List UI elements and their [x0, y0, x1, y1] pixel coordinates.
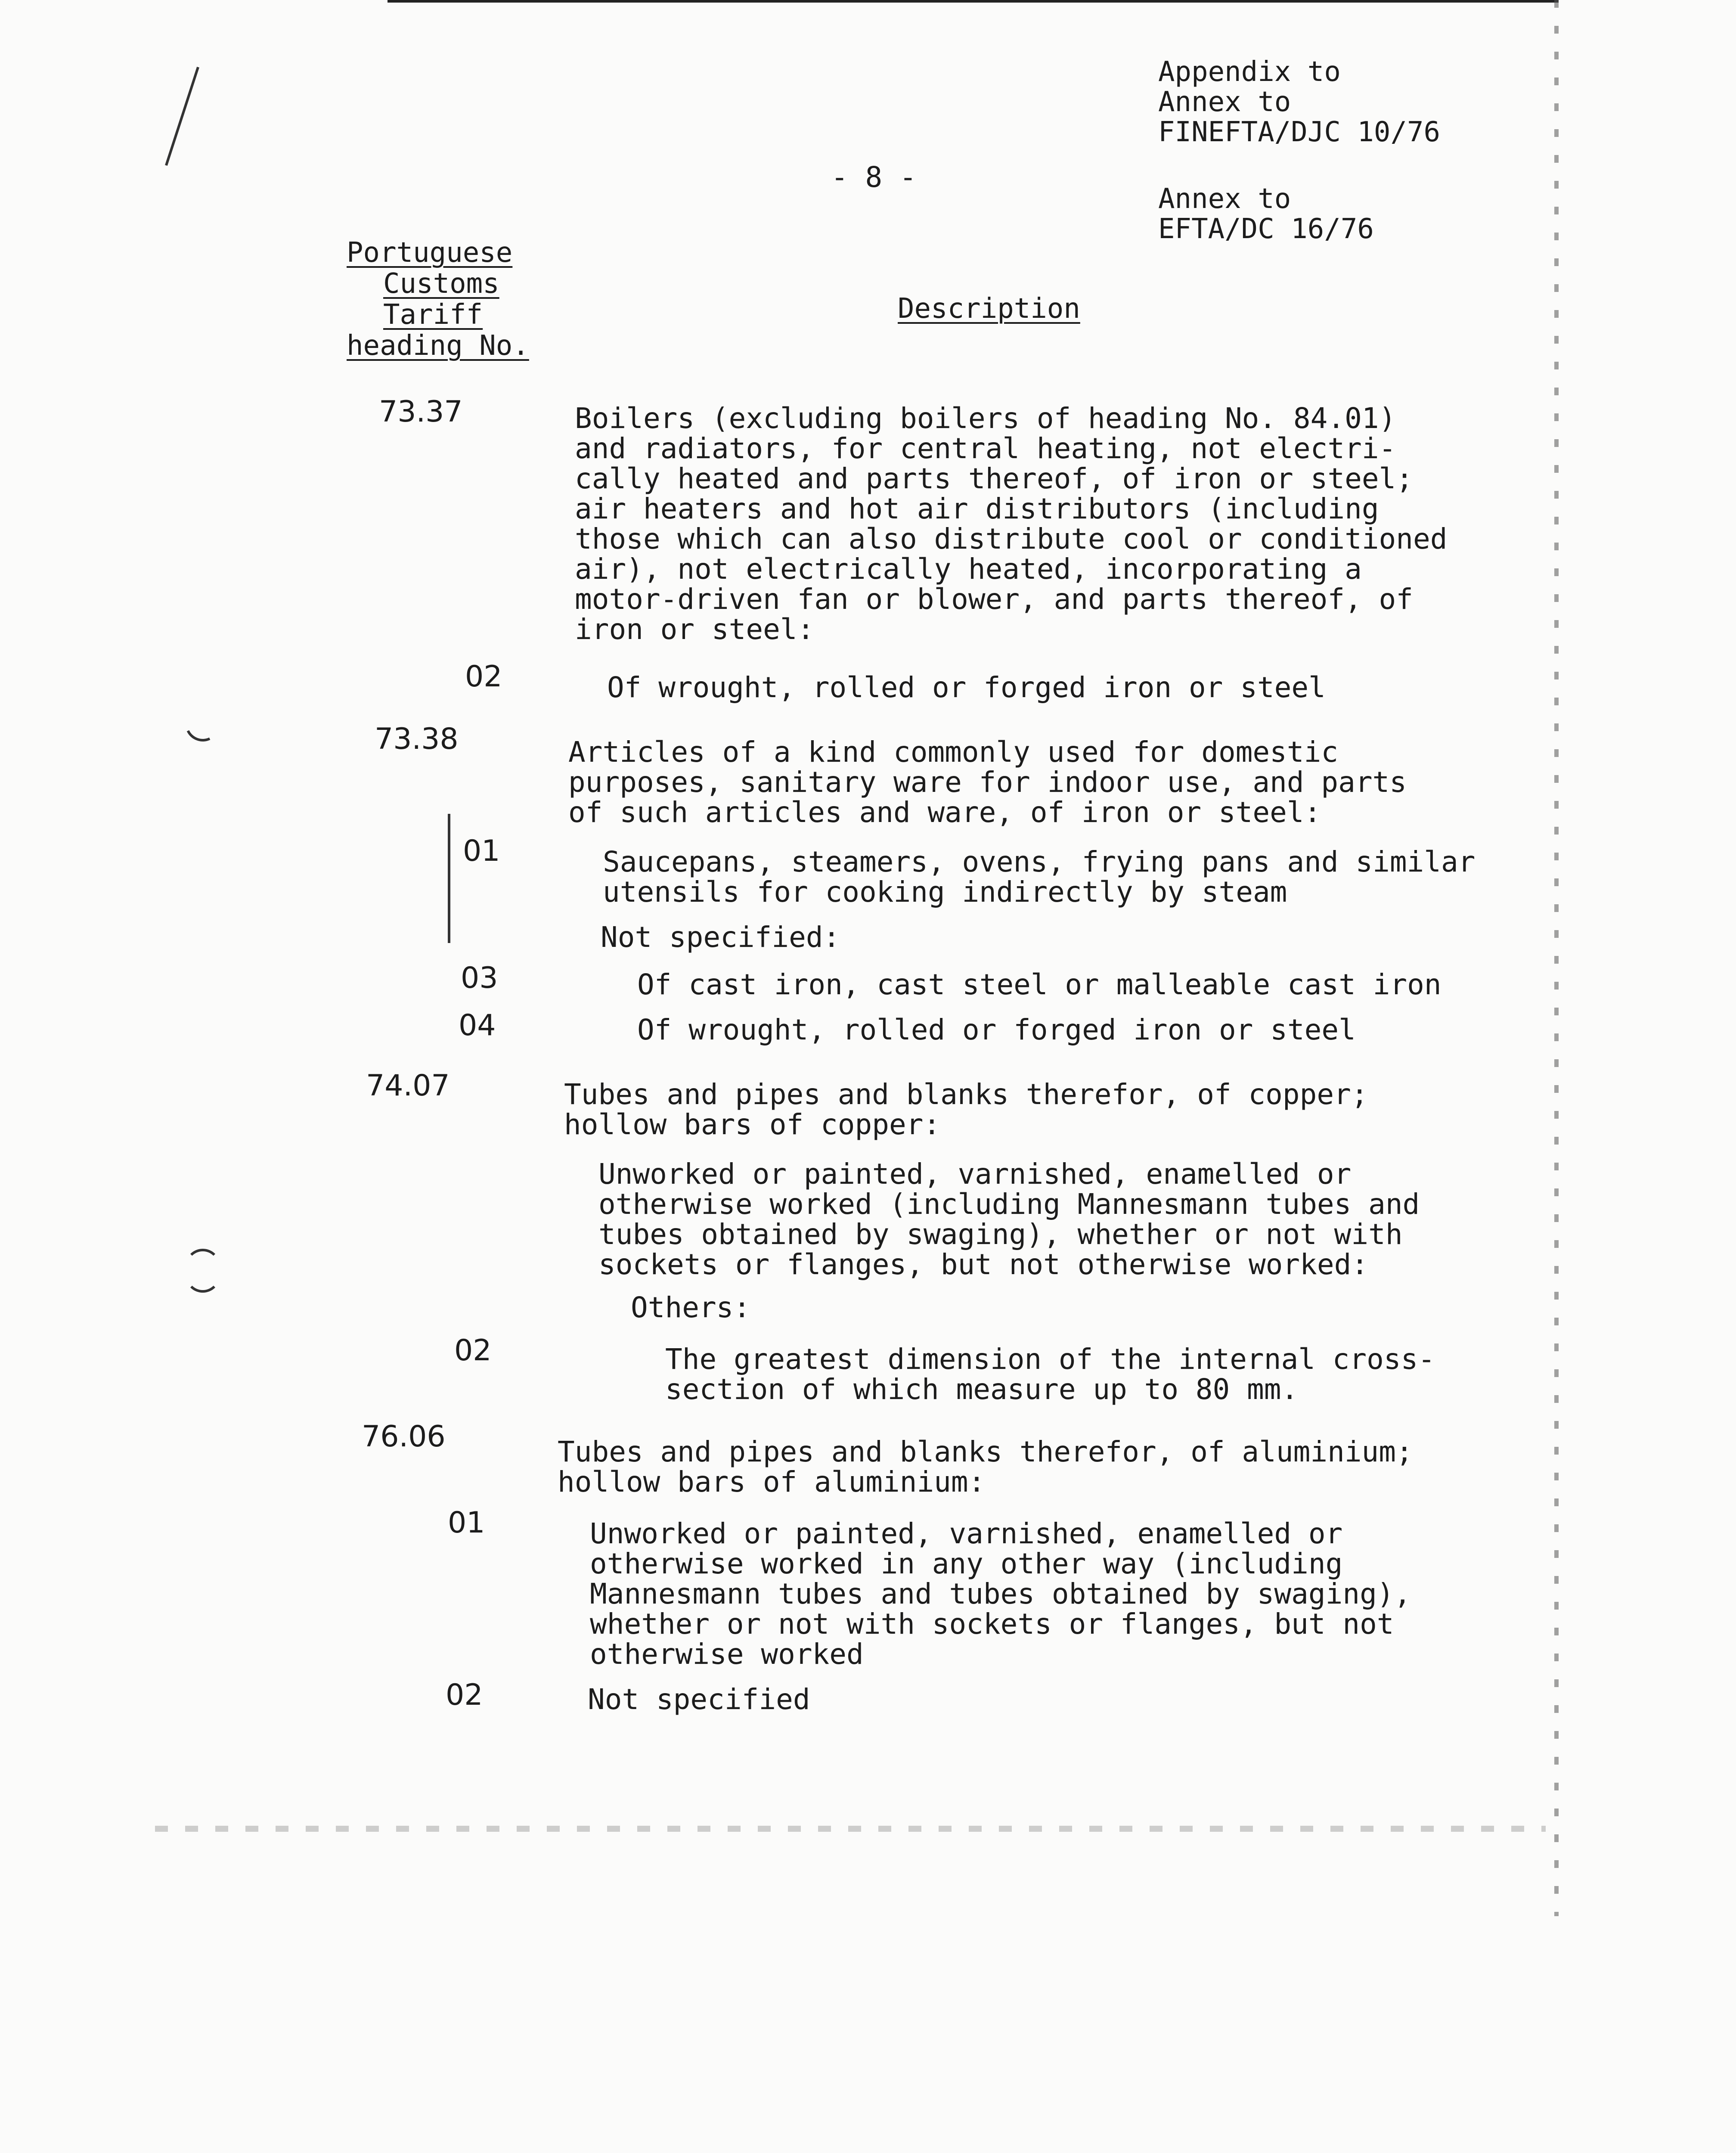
top-border-line	[388, 0, 1559, 3]
reference-line: Annex to	[1158, 86, 1291, 118]
description-line: sockets or flanges, but not otherwise worked:	[598, 1248, 1369, 1281]
margin-line-mark	[448, 814, 450, 943]
description-line: Tubes and pipes and blanks therefor, of aluminium;	[558, 1435, 1413, 1468]
description-line: Of wrought, rolled or forged iron or steel	[607, 671, 1326, 704]
description-line: tubes obtained by swaging), whether or not with	[598, 1218, 1403, 1251]
column-header-line: Customs	[383, 268, 499, 300]
punch-hole-mark	[180, 701, 225, 746]
description-line: otherwise worked in any other way (including	[590, 1547, 1343, 1580]
description-line: air heaters and hot air distributors (including	[575, 492, 1379, 525]
subheading-number: 02	[454, 1334, 492, 1368]
description-line: Saucepans, steamers, ovens, frying pans and similar	[603, 845, 1476, 878]
page-number: - 8 -	[831, 161, 917, 194]
description-line: section of which measure up to 80 mm.	[665, 1373, 1299, 1406]
description-line: The greatest dimension of the internal cross-	[665, 1343, 1435, 1376]
description-line: Mannesmann tubes and tubes obtained by swaging),	[590, 1577, 1411, 1610]
reference-line: EFTA/DC 16/76	[1158, 213, 1374, 245]
description-line: Not specified	[588, 1683, 810, 1716]
description-line: of such articles and ware, of iron or steel:	[568, 796, 1321, 829]
description-line: and radiators, for central heating, not electri-	[575, 432, 1396, 465]
description-line: utensils for cooking indirectly by steam	[603, 875, 1287, 909]
subheading-number: 01	[448, 1506, 485, 1540]
sub-group-label: Not specified:	[601, 921, 840, 954]
description-line: Articles of a kind commonly used for domestic	[568, 735, 1339, 769]
description-line: Tubes and pipes and blanks therefor, of copper;	[564, 1078, 1368, 1111]
description-line: Unworked or painted, varnished, enamelled or	[590, 1517, 1343, 1550]
description-line: Unworked or painted, varnished, enamelled or	[598, 1157, 1352, 1191]
heading-number: 73.38	[375, 722, 459, 756]
description-line: cally heated and parts thereof, of iron or steel;	[575, 462, 1414, 495]
reference-line: FINEFTA/DJC 10/76	[1158, 116, 1441, 148]
description-line: hollow bars of aluminium:	[558, 1465, 986, 1498]
subheading-number: 03	[461, 961, 498, 995]
heading-number: 73.37	[379, 395, 463, 429]
subheading-number: 01	[463, 834, 500, 868]
description-line: air), not electrically heated, incorporating a	[575, 552, 1362, 586]
column-header-line: Portuguese	[347, 237, 513, 269]
punch-hole-mark	[185, 1257, 220, 1293]
description-line: Boilers (excluding boilers of heading No. 84.01)	[575, 402, 1396, 435]
column-header-line: heading No.	[347, 330, 529, 362]
sub-group-label: Others:	[631, 1291, 751, 1324]
heading-number: 76.06	[362, 1420, 446, 1454]
subheading-number: 04	[459, 1008, 496, 1042]
description-line: otherwise worked (including Mannesmann tubes and	[598, 1188, 1420, 1221]
reference-line: Annex to	[1158, 183, 1291, 215]
column-header-line: Tariff	[383, 299, 483, 331]
description-line: purposes, sanitary ware for indoor use, and parts	[568, 766, 1407, 799]
heading-number: 74.07	[366, 1069, 450, 1103]
description-line: Of cast iron, cast steel or malleable cast iron	[637, 968, 1442, 1001]
description-line: hollow bars of copper:	[564, 1108, 941, 1141]
subheading-number: 02	[465, 660, 502, 694]
description-line: motor-driven fan or blower, and parts thereof, of	[575, 583, 1414, 616]
description-line: iron or steel:	[575, 613, 815, 646]
stray-pen-mark	[165, 67, 199, 166]
description-line: those which can also distribute cool or conditioned	[575, 522, 1448, 555]
description-line: Of wrought, rolled or forged iron or steel	[637, 1013, 1356, 1046]
scan-fold-line	[155, 1826, 1546, 1832]
reference-line: Appendix to	[1158, 56, 1341, 88]
description-line: otherwise worked	[590, 1638, 864, 1671]
description-line: whether or not with sockets or flanges, but not	[590, 1607, 1394, 1641]
column-header-description: Description	[898, 293, 1080, 325]
subheading-number: 02	[446, 1678, 483, 1712]
right-edge-marks	[1554, 0, 1559, 1916]
